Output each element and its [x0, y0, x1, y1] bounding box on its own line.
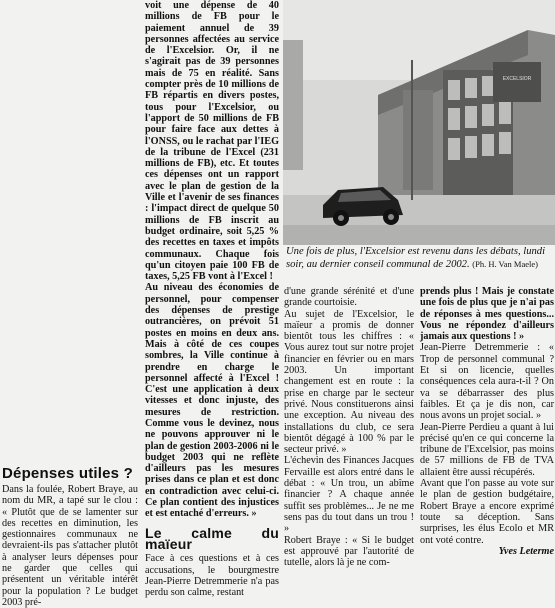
article-paragraph: Avant que l'on passe au vote sur le plan de gestion budgétaire, Robert Braye a encore exprimé toute sa déception. Sans surprises, les élus Ecolo et MR ont voté contre.	[420, 478, 554, 546]
photo-caption	[286, 246, 554, 271]
article-column-left	[2, 484, 138, 608]
photo-credit: (Ph. H. Van Maele)	[472, 259, 538, 269]
article-column-right-2	[420, 286, 554, 579]
subheadline-maieur: Le calme du maïeur	[145, 524, 279, 552]
article-paragraph: prends plus ! Mais je constate une fois de plus que je n'ai pas de réponses à mes questions... Vous ne répondez d'ailleurs jamais aux questions ! »	[420, 286, 554, 343]
article-paragraph: Jean-Pierre Perdieu a quant à lui précisé qu'en ce qui concerne la tribune de l'Excelsior, pas moins de 57 millions de FB de TVA allaient être aussi récupérés.	[420, 421, 554, 478]
article-paragraph: Au sujet de l'Excelsior, le maïeur a promis de donner bientôt tous les chiffres : « Vous aurez tout sur notre projet financier en février ou en mars 2003. Un important changement est en route : la prise en charge par le secteur privé. Nous constituerons ainsi une exception. Au niveau des installations du club, ce sera bientôt dégagé à 100 % par le secteur privé. »	[284, 308, 414, 456]
article-paragraph: Face à ces questions et à ces accusations, le bourgmestre Jean-Pierre Detremmerie n'a pas perdu son calme, restant	[145, 553, 279, 599]
article-column-middle	[145, 0, 279, 599]
article-paragraph: d'une grande sérénité et d'une grande courtoisie.	[284, 286, 414, 309]
building-sign: EXCELSIOR	[502, 76, 532, 82]
article-paragraph: Au niveau des économies de personnel, pour compenser des dépenses de prestige outrancières, on prévoit 51 postes en moins en deux ans. Mais à côté de ces coupes sombres, la Ville continue à prendre en charge le personnel affecté à l'Excel ! C'est une application à deux vitesses et donc injuste, des mesures de restriction. Comme vous le devinez, nous ne pouvons approuver ni le plan de gestion 2003-2006 ni le budget 2003 qui ne reflète d'ailleurs pas les mesures prises dans ce plan et est donc en contradiction avec celui-ci. Ce plan contient des injustices et est entaché d'erreurs. »	[145, 282, 279, 520]
article-paragraph: Dans la foulée, Robert Braye, au nom du MR, a tapé sur le clou : « Plutôt que de se lamenter sur des recettes en diminution, les gestionnaires communaux ne devraient-ils pas s'attacher plutôt à analyser leurs dépenses pour ne garder que celles qui présentent un véritable intérêt pour la population ? Le budget 2003 pré-	[2, 484, 138, 608]
subheadline-depenses: Dépenses utiles ?	[2, 465, 133, 482]
author-signature: Yves Leterme	[498, 545, 554, 557]
article-paragraph: L'échevin des Finances Jacques Fervaille est alors entré dans le débat : « Un trou, un abîme financier ? A chaque année suffit ses problèmes... Je ne me sens pas du tout dans un trou ! »	[284, 455, 414, 535]
article-paragraph: Jean-Pierre Detremmerie : « Trop de personnel communal ? Et si on licencie, quelles conséquences cela aura-t-il ? On va se débarrasser des plus faibles. Et ça je dis non, car nous avons un projet social. »	[420, 342, 554, 422]
article-column-right-1	[284, 286, 414, 579]
article-paragraph: voit une dépense de 40 millions de FB pour le paiement annuel de 39 personnes affectées au service de l'Excelsior. Or, il ne s'agirait pas de 39 personnes mais de 75 en réalité. Sans compter près de 10 millions de FB répartis en divers postes, tous pour l'Excelsior, ou l'apport de 50 millions de FB pour faire face aux dettes à l'ONSS, ou le rachat par l'IEG de la tribune de l'Excel (231 millions de FB), etc. Et toutes ces dépenses ont un rapport avec le plan de gestion de la Ville et l'avenir de ses finances : l'impact direct de quelque 50 millions de FB inscrit au budget ordinaire, soit 5,25 % des recettes en taxes et impôts communaux. Chaque fois qu'un citoyen paie 100 FB de taxes, 5,25 FB vont à l'Excel !	[145, 0, 279, 283]
caption-text: Une fois de plus, l'Excelsior est revenu dans les débats, lundi soir, au dernier conseil communal de 2002.	[286, 246, 546, 270]
stadium-photo	[283, 0, 555, 245]
article-paragraph: Robert Braye : « Si le budget est approuvé par l'autorité de tutelle, alors là je ne com-	[284, 534, 414, 569]
stadium-building-image	[283, 0, 555, 245]
